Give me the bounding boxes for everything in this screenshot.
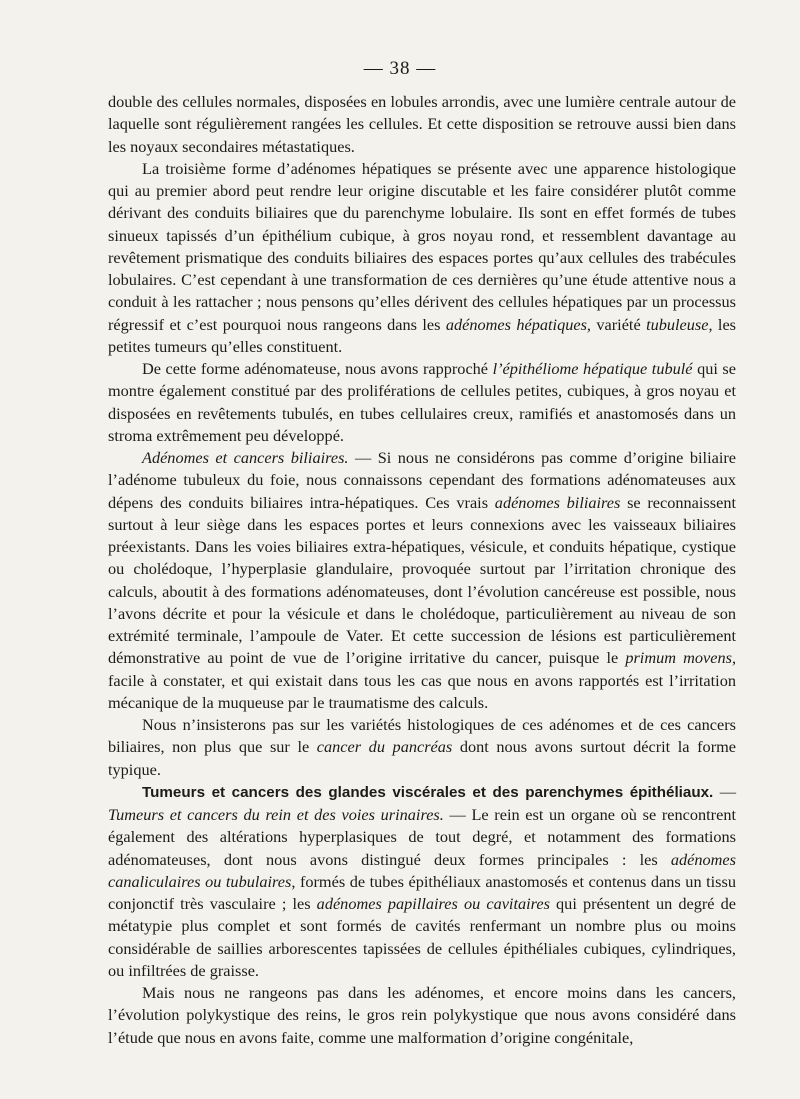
section-heading: Tumeurs et cancers des glandes viscérales et des parenchymes épithéliaux. [142,783,714,801]
paragraph: Mais nous ne rangeons pas dans les adénomes, et encore moins dans les cancers, l’évolution polykystique des reins, le gros rein polykystique que nous avons considéré dans l’étude que nous en avons faite, comme une malformation d’origine congénitale, [108,983,736,1047]
body-text [108,91,736,1049]
italic-term: primum movens [625,648,732,668]
paragraph: De cette forme adénomateuse, nous avons rapproché l’épithéliome hépatique tubulé qui se montre également constitué par des proliférations de cellules petites, cubiques, à gros noyau et disposées en revêtements tubulés, en tubes cellulaires creux, ramifiés et anastomosés dans un stroma extrêmement peu développé. [108,359,736,445]
italic-term: adénomes hépatiques [445,314,587,334]
paragraph: Adénomes et cancers biliaires. — Si nous ne considérons pas comme d’origine biliaire l’adénome tubuleux du foie, nous connaissons cependant des formations adénomateuses aux dépens des conduits biliaires intra-hépatiques. Ces vrais adénomes biliaires se reconnaissent surtout à leur siège dans les espaces portes et leurs connexions avec les vaisseaux biliaires préexistants. Dans les voies biliaires extra-hépatiques, vésicule, et conduits hépatique, cystique ou cholédoque, l’hyperplasie glandulaire, provoquée surtout par l’irritation chronique des calculs, aboutit à des formations adénomateuses, dont l’évolution cancéreuse est possible, nous l’avons décrite et pour la vésicule et dans le cholédoque, particulièrement au niveau de son extrémité terminale, l’ampoule de Vater. Et cette succession de lésions est particulièrement démonstrative au point de vue de l’origine irritative du cancer, puisque le primum movens, facile à constater, et qui existait dans tous les cas que nous en avons rapportés est l’irritation mécanique de la muqueuse par le traumatisme des calculs. [108,448,737,712]
section-subheading: Tumeurs et cancers du rein et des voies urinaires. [108,805,444,824]
italic-term: tubuleuse [646,314,709,334]
italic-term: adénomes biliaires [494,492,621,512]
italic-term: l’épithéliome hépatique tubulé [492,359,693,378]
italic-term: adénomes canaliculaires ou tubulaires [108,849,736,891]
section-subheading: Adénomes et cancers biliaires. [142,448,349,467]
paragraph: Tumeurs et cancers des glandes viscérales et des parenchymes épithéliaux. — Tumeurs et cancers du rein et des voies urinaires. — Le rein est un organe où se rencontrent également des altérations hyperplasiques de tout degré, et notamment des formations adénomateuses, dont nous avons distingué deux formes principales : les adénomes canaliculaires ou tubulaires, formés de tubes épithéliaux anastomosés et contenus dans un tissu conjonctif très vasculaire ; les adénomes papillaires ou cavitaires qui présentent un degré de métatypie plus complet et sont formés de cavités renfermant un nombre plus ou moins considérable de saillies arborescentes tapissées de cellules épithéliales cubiques, cylindriques, ou infiltrées de graisse. [108,781,736,980]
page-number: — 38 — [363,58,437,79]
paragraph: double des cellules normales, disposées en lobules arrondis, avec une lumière centrale autour de laquelle sont régulièrement rangées les cellules. Et cette disposition se retrouve aussi bien dans les noyaux secondaires métastatiques. [108,92,736,156]
italic-term: cancer du pancréas [316,737,453,757]
paragraph: La troisième forme d’adénomes hépatiques se présente avec une apparence histologique qui au premier abord peut rendre leur origine discutable et les faire considérer plutôt comme dérivant des conduits biliaires que du parenchyme lobulaire. Ils sont en effet formés de tubes sinueux tapissés d’un épithélium cubique, à gros noyau rond, et ressemblent davantage au revêtement prismatique des conduits biliaires des espaces portes qu’aux cellules des trabécules lobulaires. C’est cependant à une transformation de ces dernières qu’une étude attentive nous a conduit à les rattacher ; nous pensons qu’elles dérivent des cellules hépatiques par un processus régressif et c’est pourquoi nous rangeons dans les adénomes hépatiques, variété tubuleuse, les petites tumeurs qu’elles constituent. [108,158,737,356]
paragraph: Nous n’insisterons pas sur les variétés histologiques de ces adénomes et de ces cancers biliaires, non plus que sur le cancer du pancréas dont nous avons surtout décrit la forme typique. [108,715,737,779]
italic-term: adénomes papillaires ou cavitaires [316,894,550,913]
